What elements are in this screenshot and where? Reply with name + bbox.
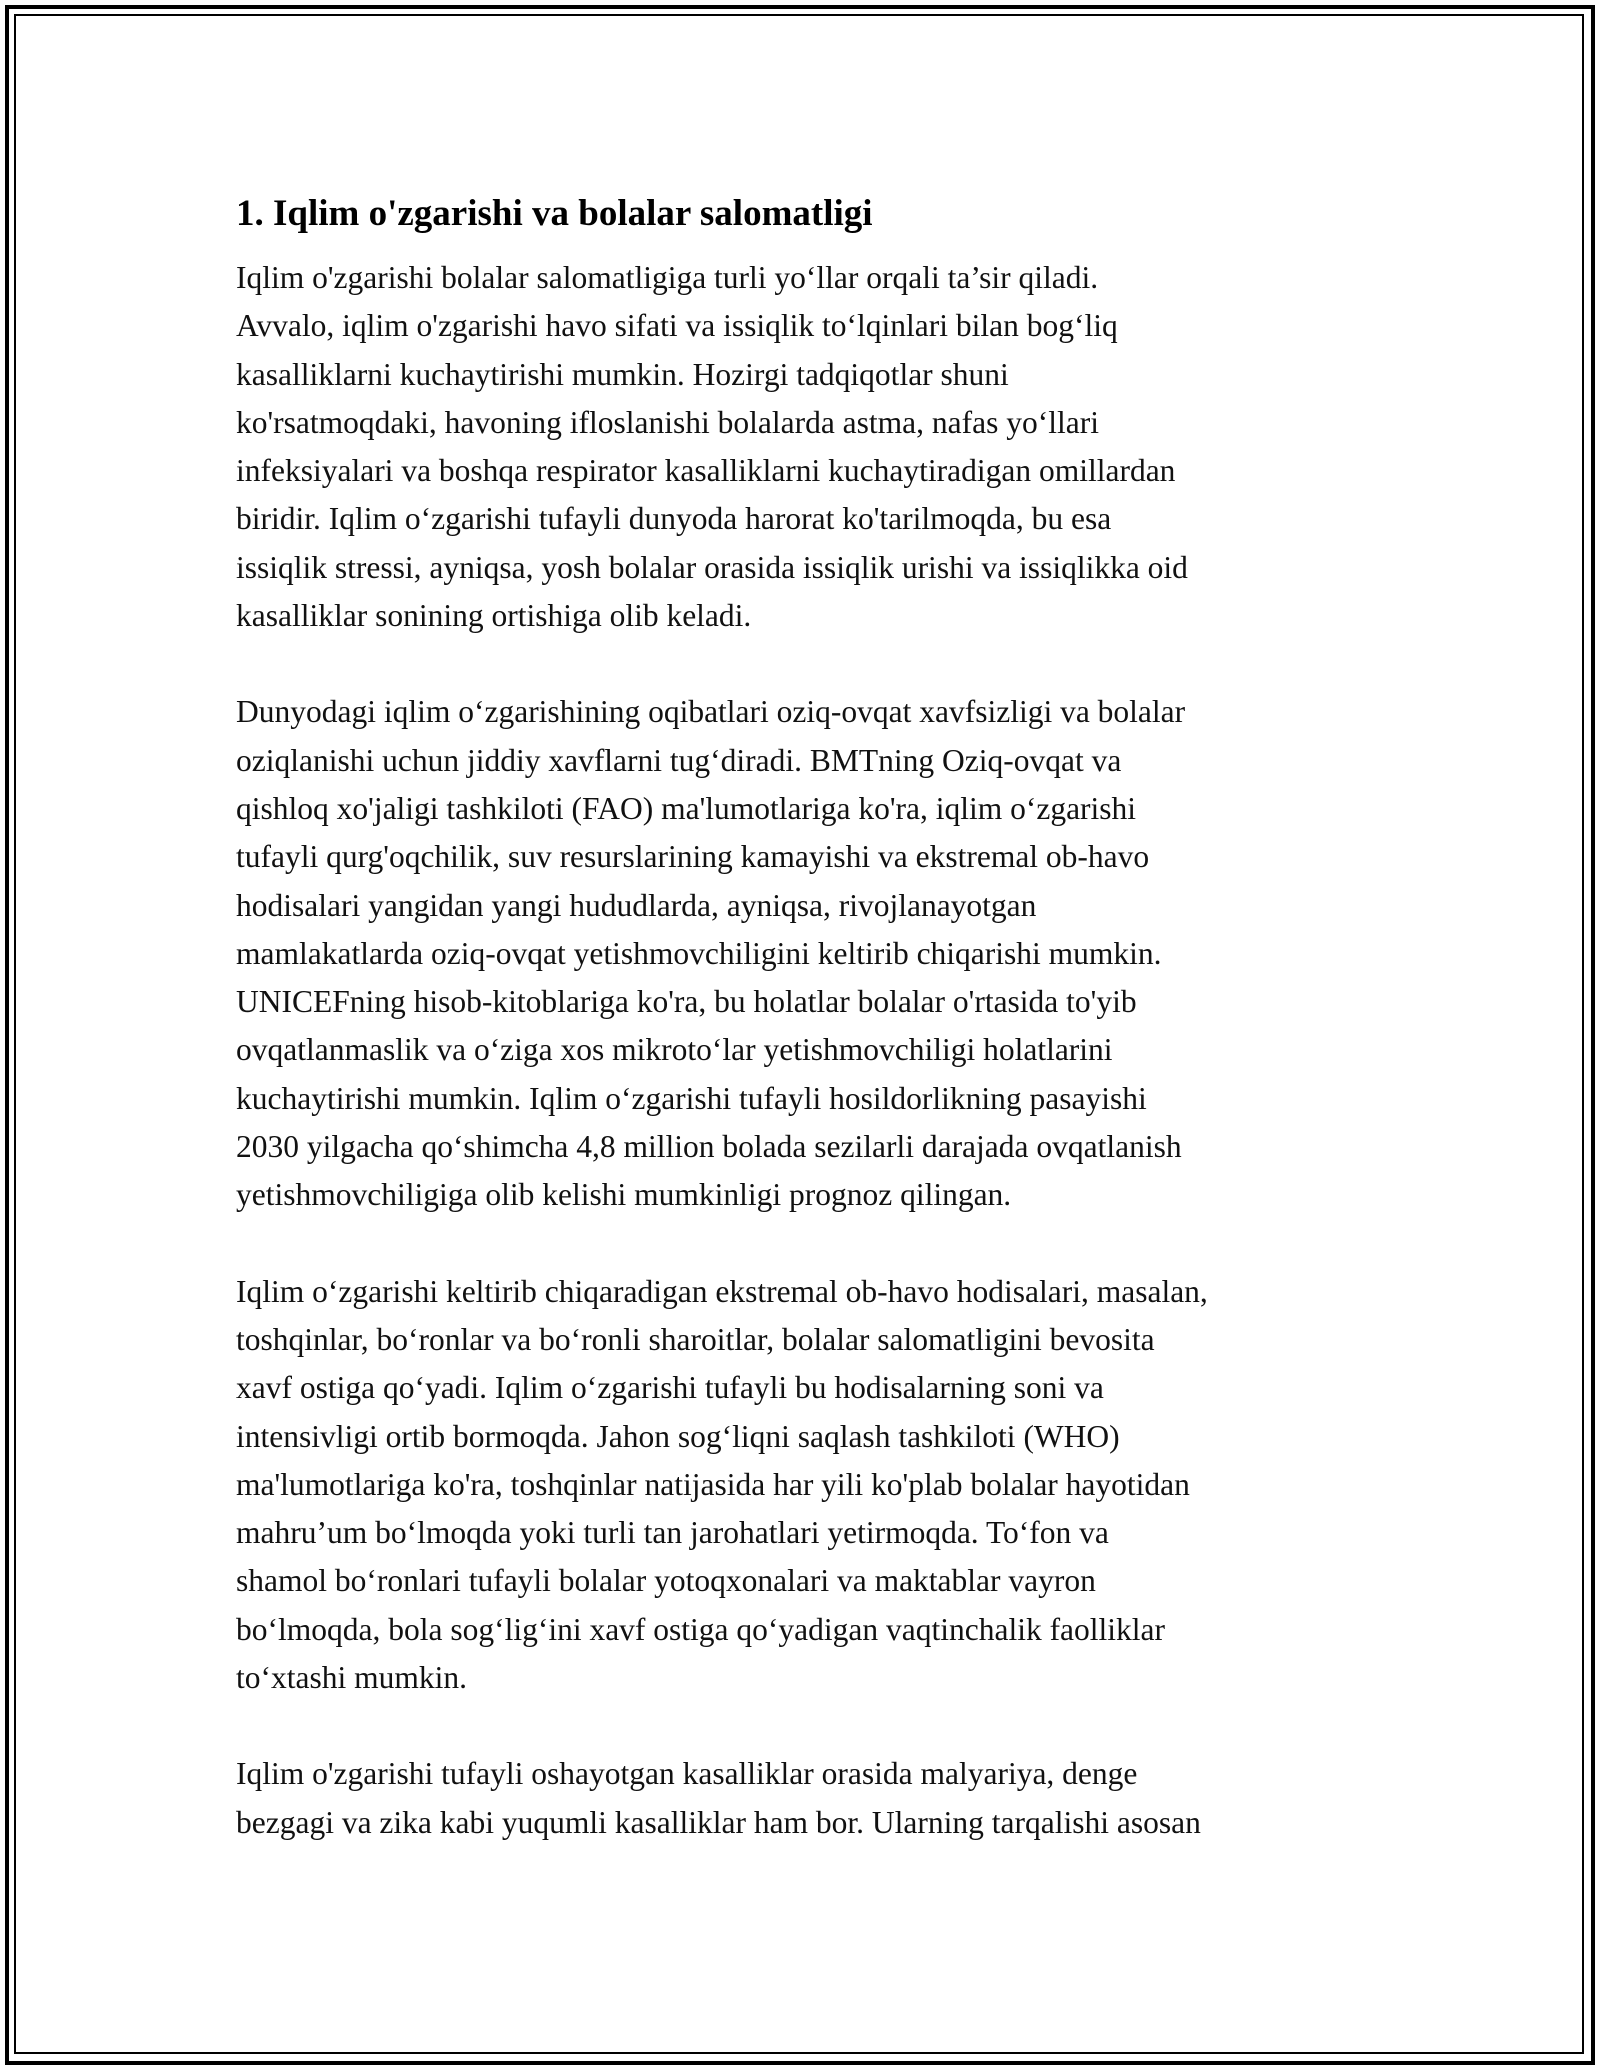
text-line: intensivligi ortib bormoqda. Jahon sog‘liqni saqlash tashkiloti (WHO) bbox=[236, 1418, 1120, 1454]
text-line: Dunyodagi iqlim o‘zgarishining oqibatlari oziq-ovqat xavfsizligi va bolalar bbox=[236, 694, 1186, 730]
text-line: toshqinlar, bo‘ronlar va bo‘ronli sharoitlar, bolalar salomatligini bevosita bbox=[236, 1321, 1155, 1357]
text-line: qishloq xo'jaligi tashkiloti (FAO) ma'lumotlariga ko'ra, iqlim o‘zgarishi bbox=[236, 790, 1137, 826]
text-line: biridir. Iqlim o‘zgarishi tufayli dunyoda harorat ko'tarilmoqda, bu esa bbox=[236, 501, 1112, 537]
text-line: ko'rsatmoqdaki, havoning ifloslanishi bolalarda astma, nafas yo‘llari bbox=[236, 404, 1099, 440]
text-line: 2030 yilgacha qo‘shimcha 4,8 million bolada sezilarli darajada ovqatlanish bbox=[236, 1129, 1182, 1165]
section-heading: 1. Iqlim o'zgarishi va bolalar salomatligi bbox=[236, 193, 873, 234]
paragraph-4 bbox=[236, 1750, 1376, 1847]
text-line: infeksiyalari va boshqa respirator kasalliklarni kuchaytiradigan omillardan bbox=[236, 453, 1176, 489]
text-line: tufayli qurg'oqchilik, suv resurslarining kamayishi va ekstremal ob-havo bbox=[236, 839, 1150, 875]
paragraph-2 bbox=[236, 688, 1376, 1219]
text-line: UNICEFning hisob-kitoblariga ko'ra, bu holatlar bolalar o'rtasida to'yib bbox=[236, 984, 1137, 1020]
text-line: oziqlanishi uchun jiddiy xavflarni tug‘diradi. BMTning Oziq-ovqat va bbox=[236, 742, 1122, 778]
document-body bbox=[236, 178, 1376, 1895]
text-line: Iqlim o'zgarishi tufayli oshayotgan kasalliklar orasida malyariya, denge bbox=[236, 1756, 1138, 1792]
text-line: xavf ostiga qo‘yadi. Iqlim o‘zgarishi tufayli bu hodisalarning soni va bbox=[236, 1370, 1104, 1406]
paragraph-1 bbox=[236, 254, 1376, 640]
text-line: hodisalari yangidan yangi hududlarda, ayniqsa, rivojlanayotgan bbox=[236, 887, 1037, 923]
text-line: issiqlik stressi, ayniqsa, yosh bolalar orasida issiqlik urishi va issiqlikka oid bbox=[236, 549, 1188, 585]
text-line: bezgagi va zika kabi yuqumli kasalliklar ham bor. Ularning tarqalishi asosan bbox=[236, 1804, 1201, 1840]
text-line: mamlakatlarda oziq-ovqat yetishmovchiligini keltirib chiqarishi mumkin. bbox=[236, 935, 1162, 971]
text-line: kasalliklar sonining ortishiga olib keladi. bbox=[236, 598, 752, 634]
text-line: bo‘lmoqda, bola sog‘lig‘ini xavf ostiga qo‘yadigan vaqtinchalik faolliklar bbox=[236, 1611, 1166, 1647]
text-line: Iqlim o'zgarishi bolalar salomatligiga turli yo‘llar orqali ta’sir qiladi. bbox=[236, 260, 1099, 295]
text-line: ma'lumotlariga ko'ra, toshqinlar natijasida har yili ko'plab bolalar hayotidan bbox=[236, 1466, 1190, 1502]
text-line: to‘xtashi mumkin. bbox=[236, 1660, 467, 1696]
paragraph-3 bbox=[236, 1268, 1376, 1703]
text-line: Iqlim o‘zgarishi keltirib chiqaradigan ekstremal ob-havo hodisalari, masalan, bbox=[236, 1273, 1208, 1309]
text-line: shamol bo‘ronlari tufayli bolalar yotoqxonalari va maktablar vayron bbox=[236, 1563, 1096, 1599]
text-line: mahru’um bo‘lmoqda yoki turli tan jarohatlari yetirmoqda. To‘fon va bbox=[236, 1515, 1109, 1551]
text-line: ovqatlanmaslik va o‘ziga xos mikroto‘lar yetishmovchiligi holatlarini bbox=[236, 1032, 1113, 1068]
text-line: kuchaytirishi mumkin. Iqlim o‘zgarishi tufayli hosildorlikning pasayishi bbox=[236, 1080, 1147, 1116]
text-line: yetishmovchiligiga olib kelishi mumkinligi prognoz qilingan. bbox=[236, 1177, 1012, 1213]
text-line: Avvalo, iqlim o'zgarishi havo sifati va issiqlik to‘lqinlari bilan bog‘liq bbox=[236, 308, 1118, 344]
text-line: kasalliklarni kuchaytirishi mumkin. Hozirgi tadqiqotlar shuni bbox=[236, 356, 1009, 392]
